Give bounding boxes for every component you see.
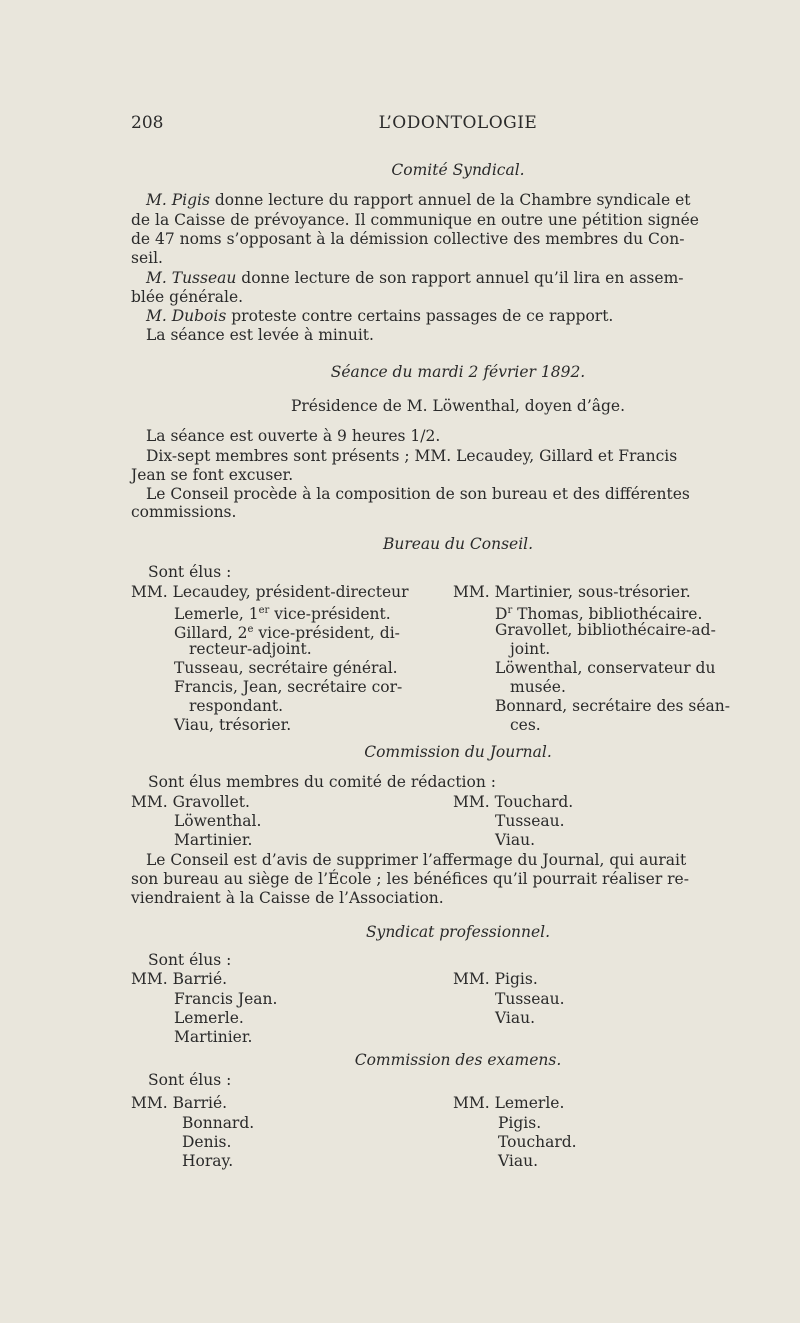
syndicat-right-line: MM. Pigis. <box>453 970 538 988</box>
superscript: e <box>247 624 254 635</box>
running-head <box>131 113 785 139</box>
examens-right-line: Viau. <box>498 1152 539 1170</box>
text-fragment: proteste contre certains passages de ce rapport. <box>226 307 614 325</box>
bureau-left-line: Francis, Jean, secrétaire cor- <box>174 678 403 696</box>
journal-left-line: Martinier. <box>174 831 253 849</box>
text-fragment: Lemerle, 1 <box>174 605 259 624</box>
bureau-left-line: Viau, trésorier. <box>174 716 292 734</box>
section-heading-seance: Séance du mardi 2 février 1892. <box>330 363 586 381</box>
syndicat-left-line: MM. Barrié. <box>131 970 228 988</box>
bureau-right-line: Löwenthal, conservateur du <box>495 659 716 677</box>
text-line: La séance est ouverte à 9 heures 1/2. <box>146 427 441 445</box>
elected-intro: Sont élus membres du comité de rédaction : <box>148 773 496 791</box>
bureau-right-line: MM. Martinier, sous-trésorier. <box>453 583 691 601</box>
bureau-left-line <box>174 602 391 623</box>
elected-intro: Sont élus : <box>148 563 232 581</box>
bureau-right-line: Gravollet, bibliothécaire-ad- <box>495 621 716 639</box>
text-line: de la Caisse de prévoyance. Il communique en outre une pétition signée <box>131 211 699 229</box>
bureau-left-line: respondant. <box>189 697 284 715</box>
text-line <box>131 191 781 209</box>
text-line: son bureau au siège de l’École ; les bénéfices qu’il pourrait réaliser re- <box>131 870 689 888</box>
examens-left-line: Horay. <box>182 1152 234 1170</box>
text-fragment: donne lecture du rapport annuel de la Chambre syndicale et <box>209 191 691 209</box>
bureau-right-line: musée. <box>510 678 566 696</box>
speaker-name: M. Pigis <box>146 191 210 209</box>
text-fragment: vice-président, di- <box>253 624 400 643</box>
text-line: Le Conseil est d’avis de supprimer l’affermage du Journal, qui aurait <box>146 851 687 869</box>
text-fragment: D <box>495 605 508 624</box>
text-fragment: Gillard, 2 <box>174 624 248 643</box>
syndicat-left-line: Francis Jean. <box>174 990 278 1008</box>
text-line: blée générale. <box>131 288 244 306</box>
bureau-left-line: MM. Lecaudey, président-directeur <box>131 583 409 601</box>
bureau-right-line: joint. <box>510 640 551 658</box>
text-line: commissions. <box>131 503 237 521</box>
speaker-name: M. Tusseau <box>146 269 237 287</box>
text-fragment: donne lecture de son rapport annuel qu’il lira en assem- <box>236 269 684 287</box>
journal-right-line: Viau. <box>495 831 536 849</box>
bureau-right-line: Bonnard, secrétaire des séan- <box>495 697 731 715</box>
bureau-left-line: Tusseau, secrétaire général. <box>174 659 398 677</box>
text-line: viendraient à la Caisse de l’Association. <box>131 889 444 907</box>
bureau-right-line: ces. <box>510 716 541 734</box>
bureau-right-line <box>495 602 702 623</box>
section-heading-bureau: Bureau du Conseil. <box>382 535 534 553</box>
examens-right-line: Touchard. <box>498 1133 577 1151</box>
bureau-left-line: recteur-adjoint. <box>189 640 312 658</box>
elected-intro: Sont élus : <box>148 1071 232 1089</box>
text-line: de 47 noms s’opposant à la démission collective des membres du Con- <box>131 230 685 248</box>
superscript: r <box>507 605 513 616</box>
examens-left-line: MM. Barrié. <box>131 1094 228 1112</box>
superscript: er <box>258 605 270 616</box>
syndicat-right-line: Tusseau. <box>495 990 565 1008</box>
journal-left-line: MM. Gravollet. <box>131 793 250 811</box>
text-line: La séance est levée à minuit. <box>146 326 374 344</box>
speaker-name: M. Dubois <box>146 307 227 325</box>
text-fragment: vice-président. <box>269 605 391 624</box>
examens-left-line: Denis. <box>182 1133 232 1151</box>
text-fragment: Thomas, bibliothécaire. <box>512 605 703 624</box>
text-line: Le Conseil procède à la composition de son bureau et des différentes <box>146 485 690 503</box>
section-heading-comite: Comité Syndical. <box>391 161 525 179</box>
examens-right-line: Pigis. <box>498 1114 542 1132</box>
journal-right-line: MM. Touchard. <box>453 793 574 811</box>
examens-left-line: Bonnard. <box>182 1114 255 1132</box>
section-heading-syndicat: Syndicat professionnel. <box>365 923 551 941</box>
bureau-left-line <box>174 621 400 642</box>
syndicat-left-line: Martinier. <box>174 1028 253 1046</box>
journal-title: L’ODONTOLOGIE <box>378 113 538 133</box>
text-line: seil. <box>131 249 163 267</box>
text-line <box>131 307 781 325</box>
journal-left-line: Löwenthal. <box>174 812 262 830</box>
presidence-line: Présidence de M. Löwenthal, doyen d’âge. <box>290 397 626 415</box>
section-heading-journal: Commission du Journal. <box>364 743 552 761</box>
text-line: Jean se font excuser. <box>131 466 294 484</box>
examens-right-line: MM. Lemerle. <box>453 1094 565 1112</box>
text-line <box>131 269 781 287</box>
elected-intro: Sont élus : <box>148 951 232 969</box>
page-number: 208 <box>131 113 164 133</box>
syndicat-left-line: Lemerle. <box>174 1009 244 1027</box>
section-heading-examens: Commission des examens. <box>354 1051 562 1069</box>
journal-right-line: Tusseau. <box>495 812 565 830</box>
text-line: Dix-sept membres sont présents ; MM. Lecaudey, Gillard et Francis <box>146 447 678 465</box>
syndicat-right-line: Viau. <box>495 1009 536 1027</box>
